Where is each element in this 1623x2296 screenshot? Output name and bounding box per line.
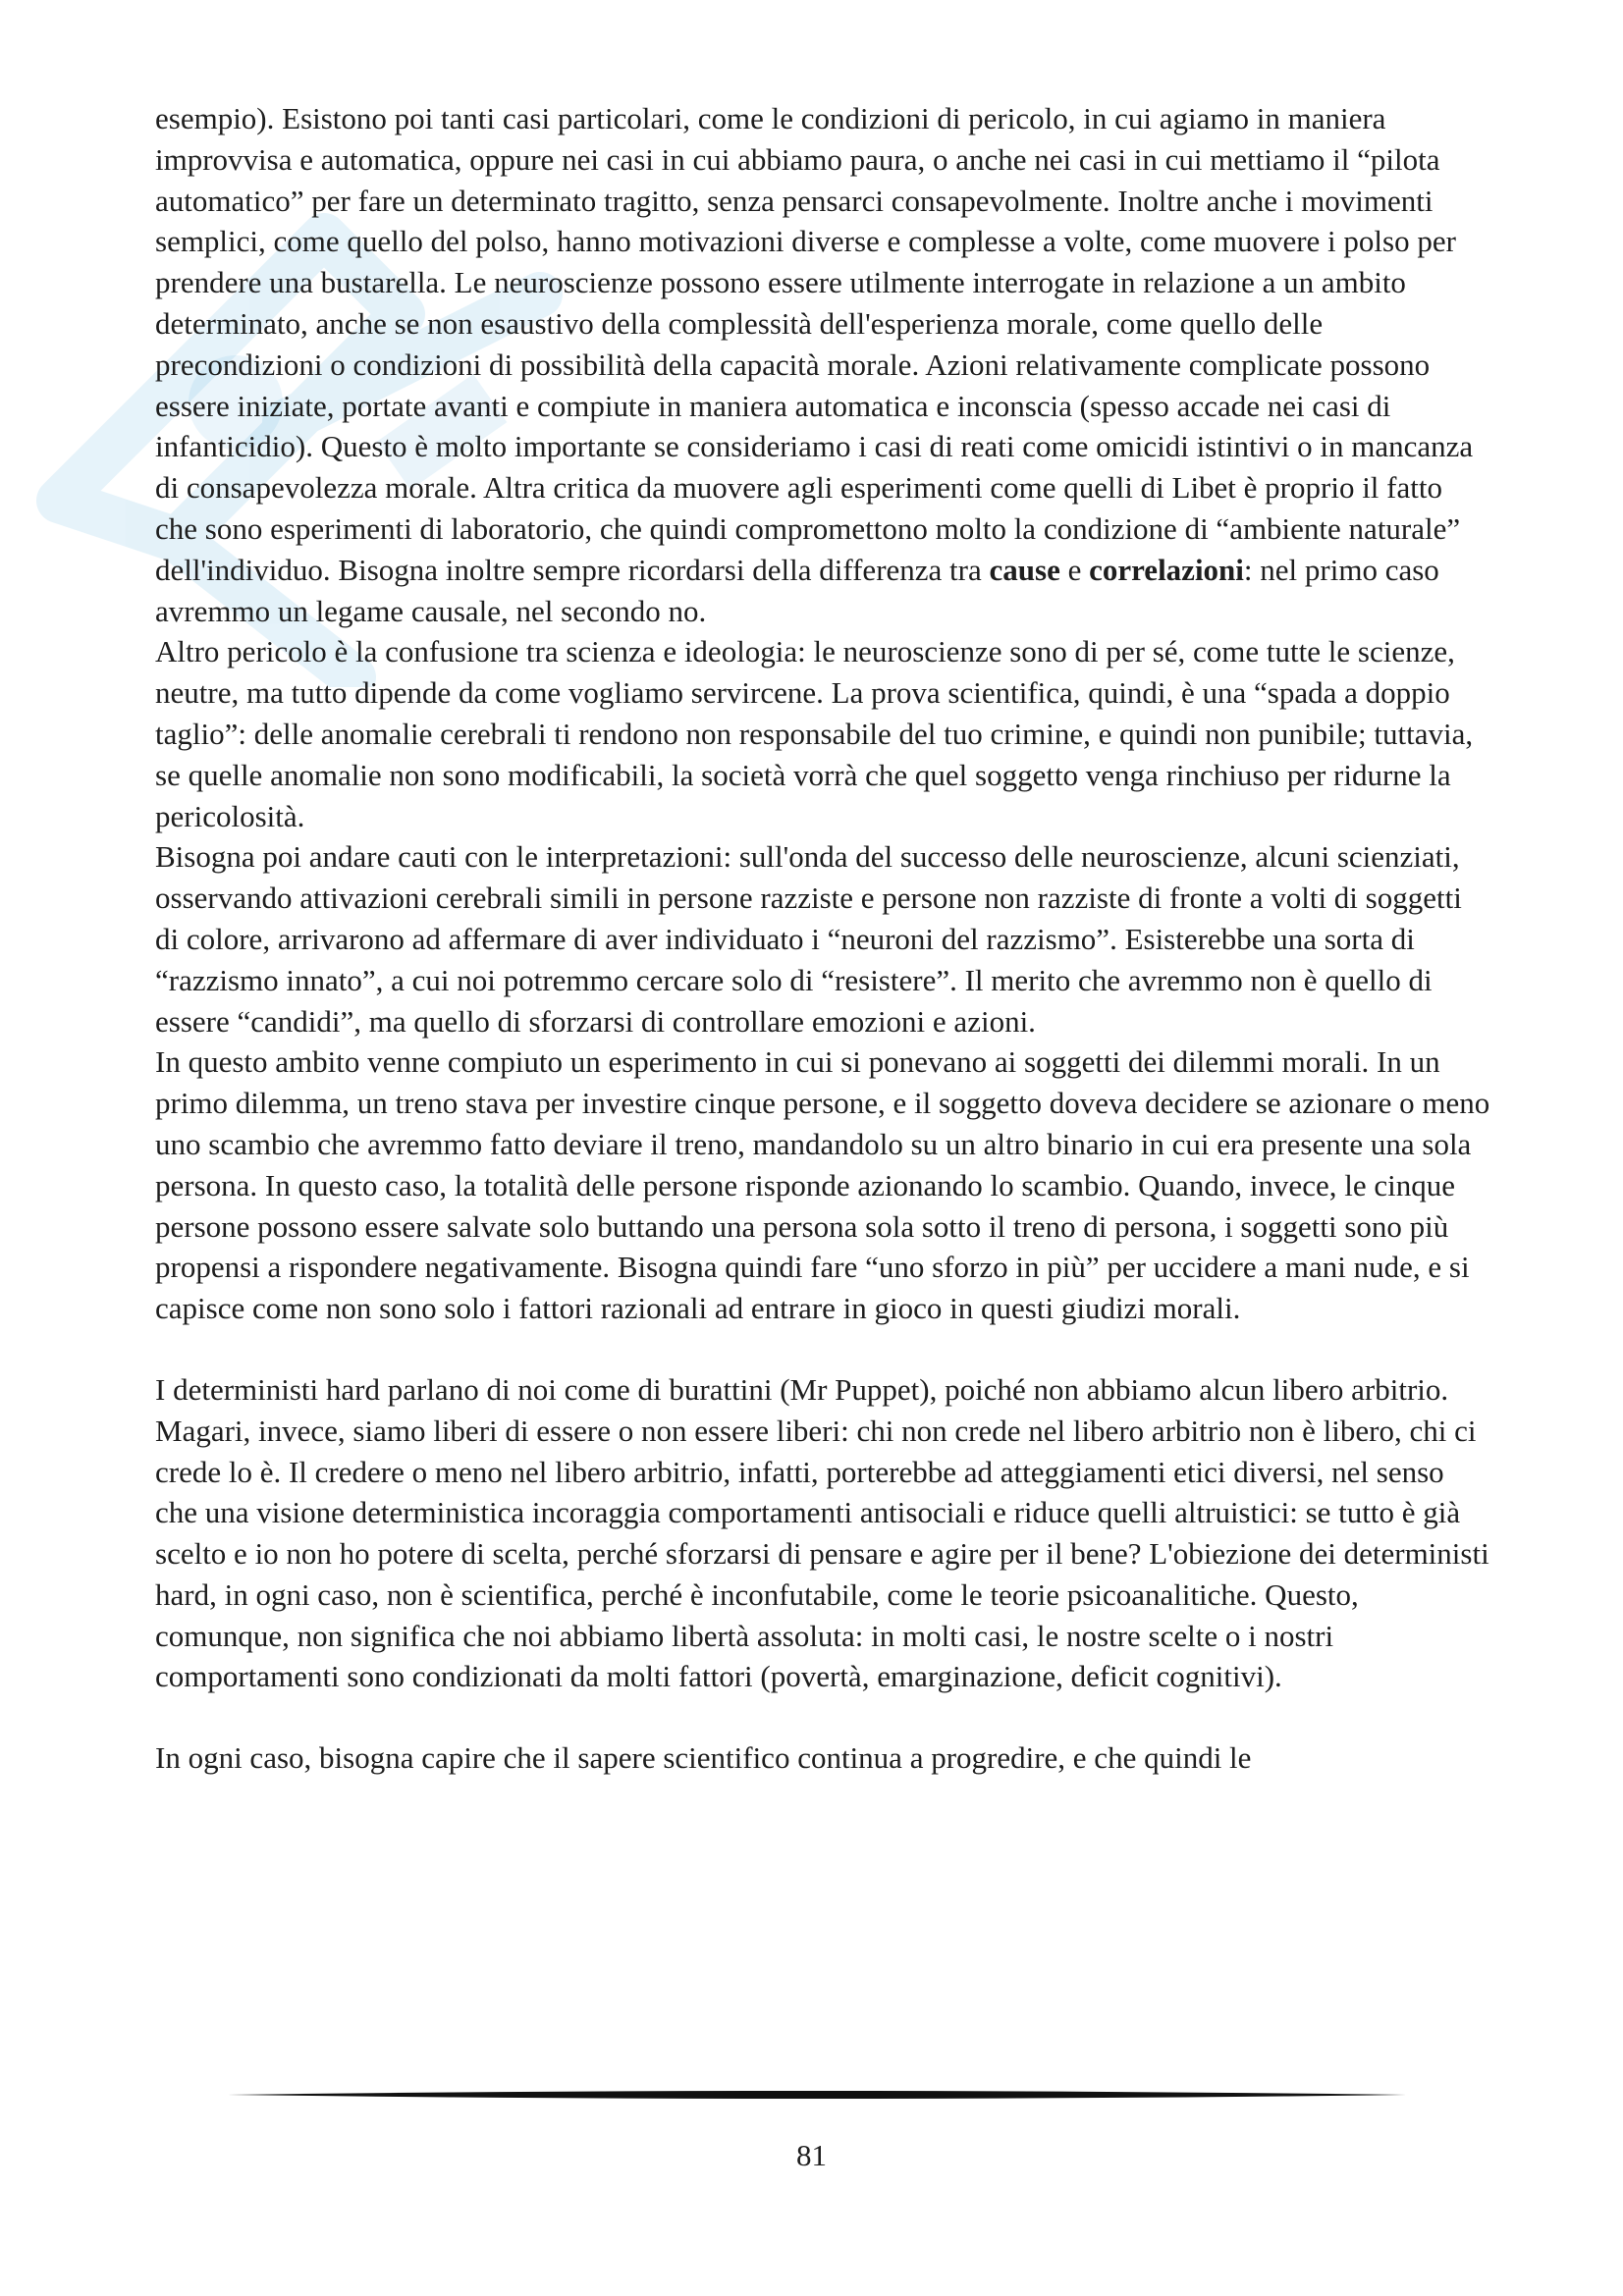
paragraph-1-tail: : nel primo caso avremmo un legame causale, nel secondo no. (155, 552, 1439, 628)
paragraph-1-text: esempio). Esistono poi tanti casi particolari, come le condizioni di pericolo, in cui agiamo in maniera improvvisa e automatica, oppure nei casi in cui abbiamo paura, o anche nei casi in cui mettiamo il “pilota automatico” per fare un determinato tragitto, senza pensarci consapevolmente. Inoltre anche i movimenti semplici, come quello del polso, hanno motivazioni diverse e complesse a volte, come muovere i polso per prendere una bustarella. Le neuroscienze possono essere utilmente interrogate in relazione a un ambito determinato, anche se non esaustivo della complessità dell'esperienza morale, come quello delle precondizioni o condizioni di possibilità della capacità morale. Azioni relativamente complicate possono essere iniziate, portate avanti e compiute in maniera automatica e inconscia (spesso accade nei casi di infanticidio). Questo è molto importante se consideriamo i casi di reati come omicidi istintivi o in mancanza di consapevolezza morale. Altra critica da muovere agli esperimenti come quelli di Libet è proprio il fatto che sono esperimenti di laboratorio, che quindi compromettono molto la condizione di “ambiente naturale” dell'individuo. Bisogna inoltre sempre ricordarsi della differenza tra (155, 101, 1474, 587)
paragraph-1 (155, 98, 1490, 631)
body-text (155, 98, 1490, 1779)
bold-term-cause: cause (989, 552, 1060, 587)
bold-term-correlazioni: correlazioni (1089, 552, 1244, 587)
paragraph-4: In questo ambito venne compiuto un esperimento in cui si ponevano ai soggetti dei dilemmi morali. In un primo dilemma, un treno stava per investire cinque persone, e il soggetto doveva decidere se azionare o meno uno scambio che avremmo fatto deviare il treno, mandandolo su un altro binario in cui era presente una sola persona. In questo caso, la totalità delle persone risponde azionando lo scambio. Quando, invece, le cinque persone possono essere salvate solo buttando una persona sola sotto il treno di persona, i soggetti sono più propensi a rispondere negativamente. Bisogna quindi fare “uno sforzo in più” per uccidere a mani nude, e si capisce come non sono solo i fattori razionali ad entrare in gioco in questi giudizi morali. (155, 1044, 1490, 1326)
conjunction-text: e (1059, 552, 1090, 587)
paragraph-3: Bisogna poi andare cauti con le interpretazioni: sull'onda del successo delle neuroscienze, alcuni scienziati, osservando attivazioni cerebrali simili in persone razziste e persone non razziste di fronte a volti di soggetti di colore, arrivarono ad affermare di aver individuato i “neuroni del razzismo”. Esisterebbe una sorta di “razzismo innato”, a cui noi potremmo cercare solo di “resistere”. Il merito che avremmo non è quello di essere “candidi”, ma quello di sforzarsi di controllare emozioni e azioni. (155, 839, 1462, 1039)
paragraph-2: Altro pericolo è la confusione tra scienza e ideologia: le neuroscienze sono di per sé, come tutte le scienze, neutre, ma tutto dipende da come vogliamo servircene. La prova scientifica, quindi, è una “spada a doppio taglio”: delle anomalie cerebrali ti rendono non responsabile del tuo crimine, e quindi non punibile; tuttavia, se quelle anomalie non sono modificabili, la società vorrà che quel soggetto venga rinchiuso per ridurne la pericolosità. (155, 634, 1474, 833)
paragraph-6: In ogni caso, bisogna capire che il sapere scientifico continua a progredire, e che quindi le (155, 1740, 1252, 1776)
footer-divider (228, 2089, 1406, 2101)
paragraph-5: I deterministi hard parlano di noi come di burattini (Mr Puppet), poiché non abbiamo alcun libero arbitrio. Magari, invece, siamo liberi di essere o non essere liberi: chi non crede nel libero arbitrio non è libero, chi ci crede lo è. Il credere o meno nel libero arbitrio, infatti, porterebbe ad atteggiamenti etici diversi, nel senso che una visione deterministica incoraggia comportamenti antisociali e riduce quelli altruistici: se tutto è già scelto e io non ho potere di scelta, perché sforzarsi di pensare e agire per il bene? L'obiezione dei deterministi hard, in ogni caso, non è scientifica, perché è inconfutabile, come le teorie psicoanalitiche. Questo, comunque, non significa che noi abbiamo libertà assoluta: in molti casi, le nostre scelte o i nostri comportamenti sono condizionati da molti fattori (povertà, emarginazione, deficit cognitivi). (155, 1371, 1489, 1694)
page-number: 81 (796, 2138, 827, 2172)
